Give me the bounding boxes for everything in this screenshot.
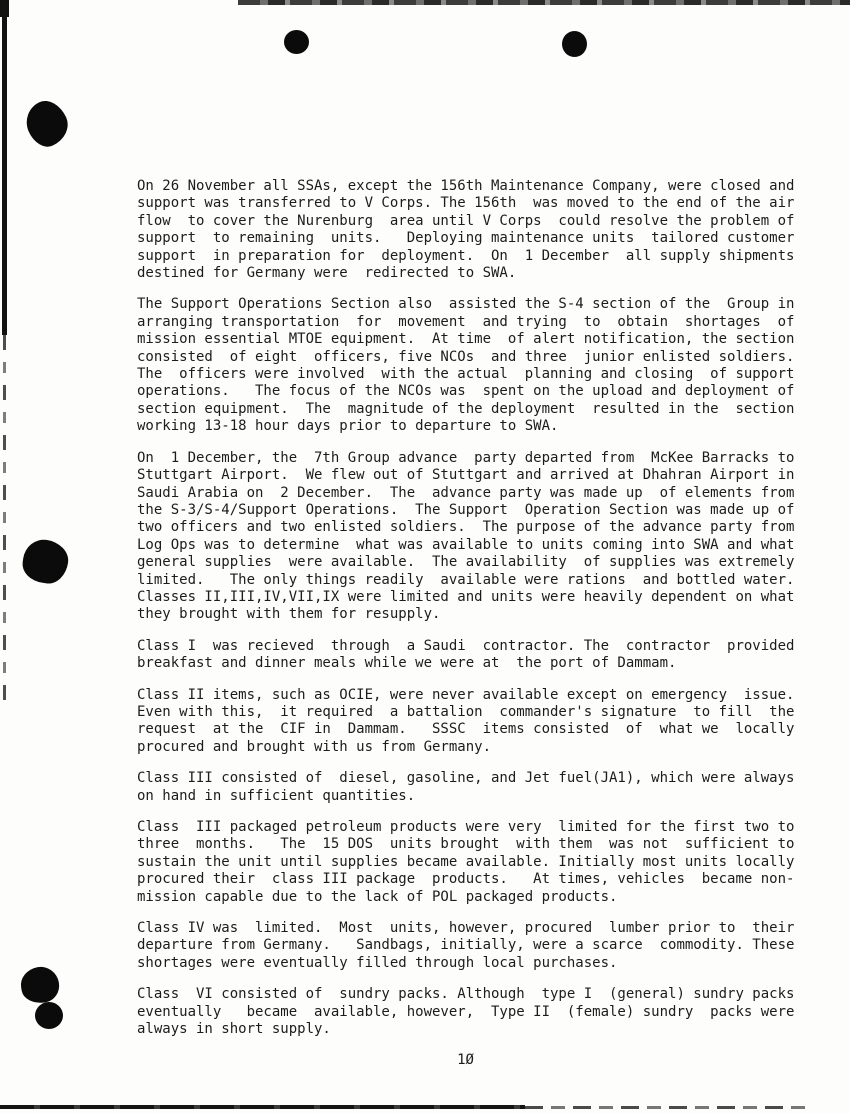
paragraph-class-iv: Class IV was limited. Most units, however, procured lumber prior to their departure from Germany. Sandbags, initially, were a scarce commodity. These shortages were eventually filled through local purchases. xyxy=(137,920,795,971)
left-edge-dashed-line xyxy=(3,335,6,700)
ink-blob-mark xyxy=(20,95,75,152)
page-number: 1Ø xyxy=(457,1052,474,1069)
left-edge-scan-line xyxy=(2,0,7,335)
binder-hole-dot xyxy=(284,30,309,54)
paragraph-class-i: Class I was recieved through a Saudi contractor. The contractor provided breakfast and dinner meals while we were at the port of Dammam. xyxy=(137,637,795,672)
ink-blob-mark xyxy=(18,964,62,1006)
document-body xyxy=(137,178,799,1070)
binder-hole-dot xyxy=(562,31,587,57)
paragraph-class-ii: Class II items, such as OCIE, were never available except on emergency issue. Even with this, it required a battalion commander's signature to fill the request at the CIF in Dammam. SSSC items consisted of what we locally procured and brought with us from Germany. xyxy=(137,686,795,755)
bottom-edge-dashed-line xyxy=(525,1106,808,1109)
paragraph-ssa-closure: On 26 November all SSAs, except the 156th Maintenance Company, were closed and support was transferred to V Corps. The 156th was moved to the end of the air flow to cover the Nurenburg area until V Corps could resolve the problem of support to remaining units. Deploying maintenance units tailored customer support in preparation for deployment. On 1 December all supply shipments destined for Germany were redirected to SWA. xyxy=(137,178,795,282)
bottom-edge-scan-line xyxy=(0,1105,525,1109)
paragraph-support-operations-section: The Support Operations Section also assisted the S-4 section of the Group in arranging transportation for movement and trying to obtain shortages of mission essential MTOE equipment. At time of alert notification, the section consisted of eight officers, five NCOs and three junior enlisted soldiers. The officers were involved with the actual planning and closing of support operations. The focus of the NCOs was spent on the upload and deployment of section equipment. The magnitude of the deployment resulted in the section working 13-18 hour days prior to departure to SWA. xyxy=(137,296,795,435)
top-edge-scan-line xyxy=(238,0,850,5)
paragraph-advance-party: On 1 December, the 7th Group advance party departed from McKee Barracks to Stuttgart Airport. We flew out of Stuttgart and arrived at Dhahran Airport in Saudi Arabia on 2 December. The advance party was made up of elements from the S-3/S-4/Support Operations. The Support Operation Section was made up of two officers and two enlisted soldiers. The purpose of the advance party from Log Ops was to determine what was available to units coming into SWA and what general supplies were available. The availability of supplies was extremely limited. The only things readily available were rations and bottled water. Classes II,III,IV,VII,IX were limited and units were heavily dependent on what they brought with them for resupply. xyxy=(137,449,795,623)
ink-blob-mark xyxy=(35,1002,63,1029)
ink-blob-mark xyxy=(20,537,71,586)
paragraph-class-iii-packaged: Class III packaged petroleum products were very limited for the first two to three months. The 15 DOS units brought with them was not sufficient to sustain the unit until supplies became available. Initially most units locally procured their class III package products. At times, vehicles became non- mission capable due to the lack of POL packaged products. xyxy=(137,819,795,905)
paragraph-class-iii-fuel: Class III consisted of diesel, gasoline, and Jet fuel(JA1), which were always on hand in sufficient quantities. xyxy=(137,770,795,804)
paragraph-class-vi: Class VI consisted of sundry packs. Although type I (general) sundry packs eventually became available, however, Type II (female) sundry packs were always in short supply. xyxy=(137,986,795,1038)
